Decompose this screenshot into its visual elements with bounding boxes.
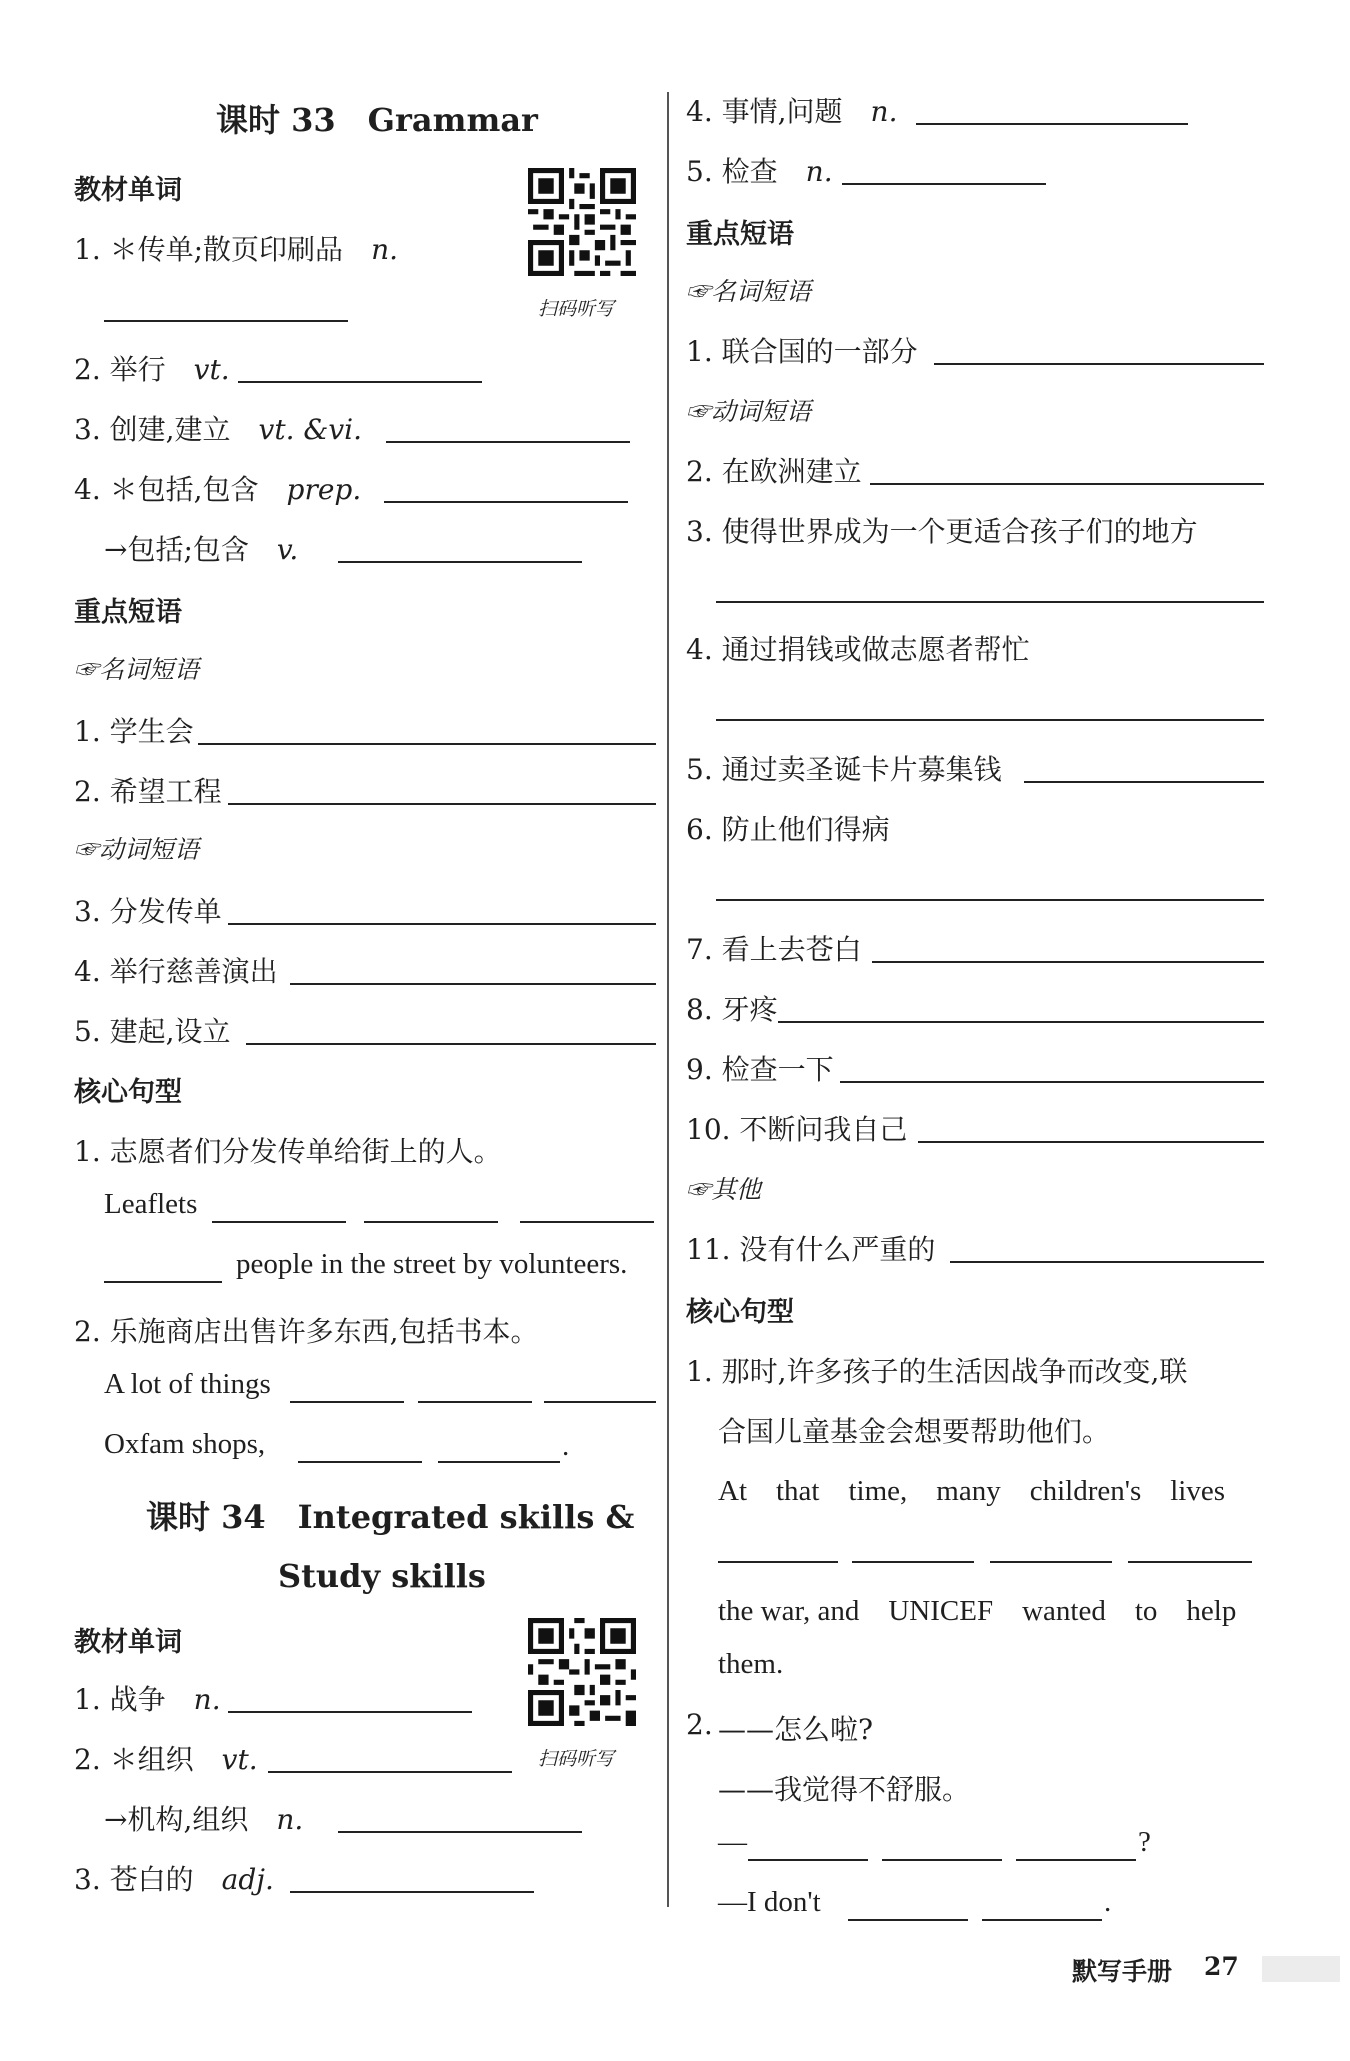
phrase-r3: 3. 使得世界成为一个更适合孩子们的地方 (686, 515, 1198, 548)
answer-blank[interactable] (916, 123, 1188, 125)
vocab-item-r5: 5. 检查 n. (686, 155, 833, 188)
lesson-34-subtitle: Study skills (278, 1557, 486, 1595)
phrase-r9: 9. 检查一下 (686, 1053, 834, 1086)
sentence-1-en-end: people in the street by volunteers. (236, 1248, 628, 1280)
answer-blank[interactable] (268, 1771, 512, 1773)
sentence-2-en-line2: Oxfam shops, (104, 1428, 266, 1460)
vocab-item-4: 4. ＊包括,包含 prep. (74, 473, 362, 506)
sentence-r1-en-4: them. (718, 1648, 784, 1680)
answer-blank[interactable] (982, 1919, 1102, 1921)
answer-blank[interactable] (842, 183, 1046, 185)
vocab-item-1: 1. ＊传单;散页印刷品 n. (74, 233, 399, 266)
vocab-item-3: 3. 创建,建立 vt. &vi. (74, 413, 363, 446)
phrase-r2: 2. 在欧洲建立 (686, 455, 862, 488)
answer-blank[interactable] (748, 1859, 868, 1861)
sentence-r2-en-a: —I don't (718, 1886, 821, 1918)
verb-phrase-heading-right: ☞动词短语 (686, 397, 812, 426)
qr-code-icon[interactable] (528, 168, 636, 276)
phrase-2: 2. 希望工程 (74, 775, 222, 808)
phrase-1: 1. 学生会 (74, 715, 194, 748)
vocab-item-r4: 4. 事情,问题 n. (686, 95, 898, 128)
sentence-r1-en-1: At that time, many children's lives (718, 1475, 1226, 1507)
verb-phrase-heading: ☞动词短语 (74, 835, 200, 864)
answer-blank[interactable] (872, 961, 1264, 963)
answer-blank[interactable] (840, 1081, 1264, 1083)
qr-caption: 扫码听写 (538, 298, 615, 320)
answer-blank[interactable] (338, 1831, 582, 1833)
answer-blank[interactable] (198, 743, 656, 745)
vocab2-heading: 教材单词 (74, 1627, 182, 1658)
answer-blank[interactable] (1128, 1561, 1252, 1563)
answer-blank[interactable] (290, 1891, 534, 1893)
vocab-item-2: 2. 举行 vt. (74, 353, 230, 386)
sentence-2-en-start: A lot of things (104, 1368, 271, 1400)
sentence-1-cn: 1. 志愿者们分发传单给街上的人。 (74, 1135, 502, 1168)
qr-caption-2: 扫码听写 (538, 1748, 615, 1770)
qr-code-icon[interactable] (528, 1618, 636, 1726)
answer-blank[interactable] (882, 1859, 1002, 1861)
sentence-r1-cn-2: 合国儿童基金会想要帮助他们。 (718, 1415, 1111, 1448)
answer-blank[interactable] (386, 441, 630, 443)
answer-blank[interactable] (238, 381, 482, 383)
answer-blank[interactable] (364, 1221, 498, 1223)
sentence-1-en-start: Leaflets (104, 1188, 198, 1220)
page-edge-mark (1262, 1956, 1340, 1982)
sentence-2-cn: 2. 乐施商店出售许多东西,包括书本。 (74, 1315, 539, 1348)
lesson-34-title: 课时 34 Integrated skills & (146, 1498, 635, 1536)
phrase-r11: 11. 没有什么严重的 (686, 1233, 936, 1266)
noun-phrase-heading: ☞名词短语 (74, 655, 200, 684)
answer-blank[interactable] (290, 1401, 404, 1403)
sentence-r1-cn-1: 1. 那时,许多孩子的生活因战争而改变,联 (686, 1355, 1188, 1388)
answer-blank[interactable] (716, 601, 1264, 603)
answer-blank[interactable] (716, 899, 1264, 901)
sentence-heading-right: 核心句型 (686, 1297, 794, 1328)
vocab2-item-1: 1. 战争 n. (74, 1683, 221, 1716)
answer-blank[interactable] (228, 1711, 472, 1713)
answer-blank[interactable] (212, 1221, 346, 1223)
answer-blank[interactable] (918, 1141, 1264, 1143)
answer-blank[interactable] (544, 1401, 656, 1403)
answer-blank[interactable] (384, 501, 628, 503)
answer-blank[interactable] (438, 1461, 560, 1463)
phrase-r4: 4. 通过捐钱或做志愿者帮忙 (686, 633, 1030, 666)
answer-blank[interactable] (246, 1043, 656, 1045)
lesson-33-title: 课时 33 Grammar (216, 101, 538, 139)
phrase-r6: 6. 防止他们得病 (686, 813, 890, 846)
phrase-3: 3. 分发传单 (74, 895, 222, 928)
noun-phrase-heading-right: ☞名词短语 (686, 277, 812, 306)
answer-blank[interactable] (290, 983, 656, 985)
answer-blank[interactable] (950, 1261, 1264, 1263)
answer-blank[interactable] (520, 1221, 654, 1223)
answer-blank[interactable] (1016, 1859, 1136, 1861)
answer-blank[interactable] (104, 320, 348, 322)
other-heading: ☞其他 (686, 1175, 762, 1204)
vocab2-item-2b: →机构,组织 n. (104, 1803, 304, 1836)
phrase-r7: 7. 看上去苍白 (686, 933, 862, 966)
phrase-r1: 1. 联合国的一部分 (686, 335, 918, 368)
sentence-r2-en-q-dash: — (718, 1826, 747, 1858)
vocab-item-4b: →包括;包含 v. (104, 533, 299, 566)
answer-blank[interactable] (716, 719, 1264, 721)
phrase-r5: 5. 通过卖圣诞卡片募集钱 (686, 753, 1002, 786)
phrase-r10: 10. 不断问我自己 (686, 1113, 908, 1146)
answer-blank[interactable] (228, 803, 656, 805)
answer-blank[interactable] (298, 1461, 422, 1463)
answer-blank[interactable] (418, 1401, 532, 1403)
answer-blank[interactable] (852, 1561, 974, 1563)
footer-book-title: 默写手册 (1072, 1957, 1173, 1986)
sentence-r2-a-cn: ——我觉得不舒服。 (718, 1773, 971, 1806)
vocab-heading: 教材单词 (74, 175, 182, 206)
answer-blank[interactable] (104, 1281, 222, 1283)
answer-blank[interactable] (990, 1561, 1112, 1563)
answer-blank[interactable] (718, 1561, 838, 1563)
sentence-r2-q-cn: ——怎么啦? (718, 1713, 874, 1746)
vocab2-item-2: 2. ＊组织 vt. (74, 1743, 258, 1776)
answer-blank[interactable] (778, 1021, 1264, 1023)
page-number: 27 (1204, 1952, 1239, 1981)
phrase-heading-right: 重点短语 (686, 219, 794, 250)
vocab2-item-3: 3. 苍白的 adj. (74, 1863, 274, 1896)
answer-blank[interactable] (870, 483, 1264, 485)
period: . (562, 1430, 570, 1462)
phrase-r8: 8. 牙疼 (686, 993, 778, 1026)
answer-blank[interactable] (848, 1919, 968, 1921)
column-divider (667, 92, 669, 1907)
answer-blank[interactable] (1024, 781, 1264, 783)
answer-blank[interactable] (934, 363, 1264, 365)
sentence-r2-num: 2. (686, 1708, 713, 1741)
sentence-heading: 核心句型 (74, 1077, 182, 1108)
sentence-r1-en-3: the war, and UNICEF wanted to help (718, 1595, 1237, 1627)
answer-blank[interactable] (228, 923, 656, 925)
period: . (1104, 1886, 1112, 1918)
answer-blank[interactable] (338, 561, 582, 563)
phrase-5: 5. 建起,设立 (74, 1015, 231, 1048)
phrase-heading: 重点短语 (74, 597, 182, 628)
phrase-4: 4. 举行慈善演出 (74, 955, 278, 988)
question-mark: ? (1138, 1826, 1151, 1858)
